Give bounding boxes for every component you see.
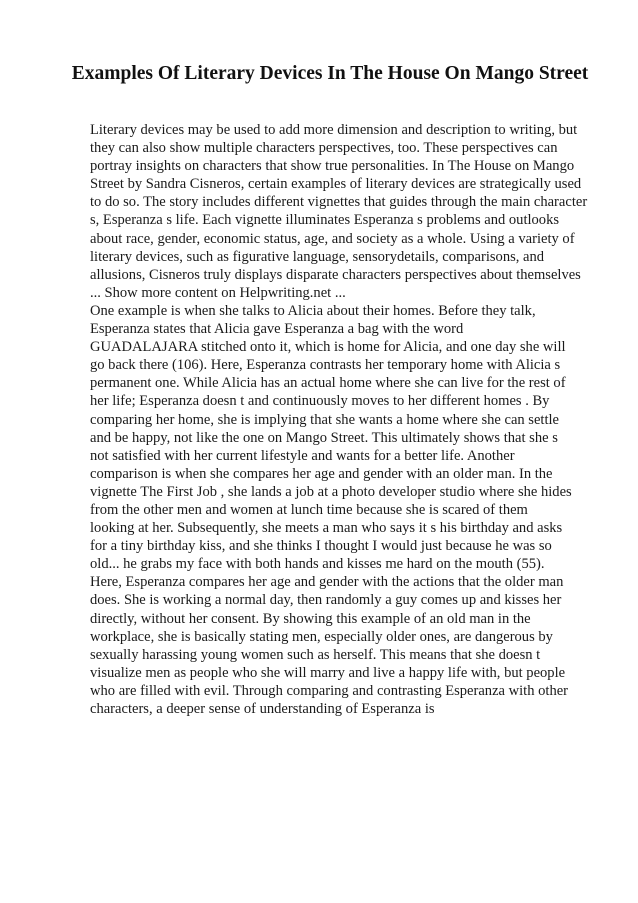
body-line: directly, without her consent. By showing this example of an old man in the [90, 610, 531, 627]
body-line: comparison is when she compares her age and gender with an older man. In the [90, 465, 553, 482]
body-line: workplace, she is basically stating men, especially older ones, are dangerous by [90, 628, 553, 645]
body-line: GUADALAJARA stitched onto it, which is home for Alicia, and one day she will [90, 339, 566, 356]
body-line: her life; Esperanza doesn t and continuously moves to her different homes . By [90, 393, 550, 410]
body-line: from the other men and women at lunch time because she is scared of them [90, 501, 528, 518]
body-line: not satisfied with her current lifestyle and wants for a better life. Another [90, 447, 515, 464]
body-line: go back there (106). Here, Esperanza contrasts her temporary home with Alicia s [90, 357, 561, 374]
body-line: looking at her. Subsequently, she meets a man who says it s his birthday and asks [90, 520, 563, 537]
body-line: literary devices, such as figurative language, sensorydetails, comparisons, and [90, 248, 545, 265]
body-line: and be happy, not like the one on Mango Street. This ultimately shows that she s [90, 429, 558, 446]
body-line: for a tiny birthday kiss, and she thinks I thought I would just because he was so [90, 538, 552, 555]
body-line: Literary devices may be used to add more dimension and description to writing, but [90, 122, 578, 138]
body-line: they can also show multiple characters perspectives, too. These perspectives can [90, 140, 558, 157]
body-line: about race, gender, economic status, age, and society as a whole. Using a variety of [90, 230, 575, 247]
body-line: comparing her home, she is implying that she wants a home where she can settle [90, 411, 560, 428]
body-line: does. She is working a normal day, then randomly a guy comes up and kisses her [90, 592, 562, 609]
show-more-line: ... Show more content on Helpwriting.net ... [90, 284, 346, 301]
body-line: vignette The First Job , she lands a job at a photo developer studio where she hides [90, 483, 572, 500]
body-line: to do so. The story includes different vignettes that guides through the main character [90, 194, 588, 211]
body-line: One example is when she talks to Alicia about their homes. Before they talk, [90, 302, 536, 319]
body-line: portray insights on characters that show true personalities. In The House on Mango [90, 158, 575, 175]
body-line: allusions, Cisneros truly displays disparate characters perspectives about themselves [90, 266, 581, 283]
document-body [90, 121, 622, 718]
body-line: characters, a deeper sense of understanding of Esperanza is [90, 701, 435, 717]
body-line: s, Esperanza s life. Each vignette illuminates Esperanza s problems and outlooks [90, 212, 560, 229]
body-line: visualize men as people who she will marry and live a happy life with, but people [90, 664, 566, 681]
body-line: old... he grabs my face with both hands and kisses me hard on the mouth (55). [90, 556, 545, 573]
body-line: Street by Sandra Cisneros, certain examples of literary devices are strategically used [90, 176, 582, 193]
body-line: permanent one. While Alicia has an actual home where she can live for the rest of [90, 375, 566, 392]
body-line: Here, Esperanza compares her age and gender with the actions that the older man [90, 574, 564, 591]
body-line: sexually harassing young women such as herself. This means that she doesn t [90, 646, 541, 663]
body-line: Esperanza states that Alicia gave Esperanza a bag with the word [90, 321, 464, 338]
body-line: who are filled with evil. Through comparing and contrasting Esperanza with other [90, 682, 569, 699]
document-title: Examples Of Literary Devices In The House On Mango Street [71, 63, 589, 84]
